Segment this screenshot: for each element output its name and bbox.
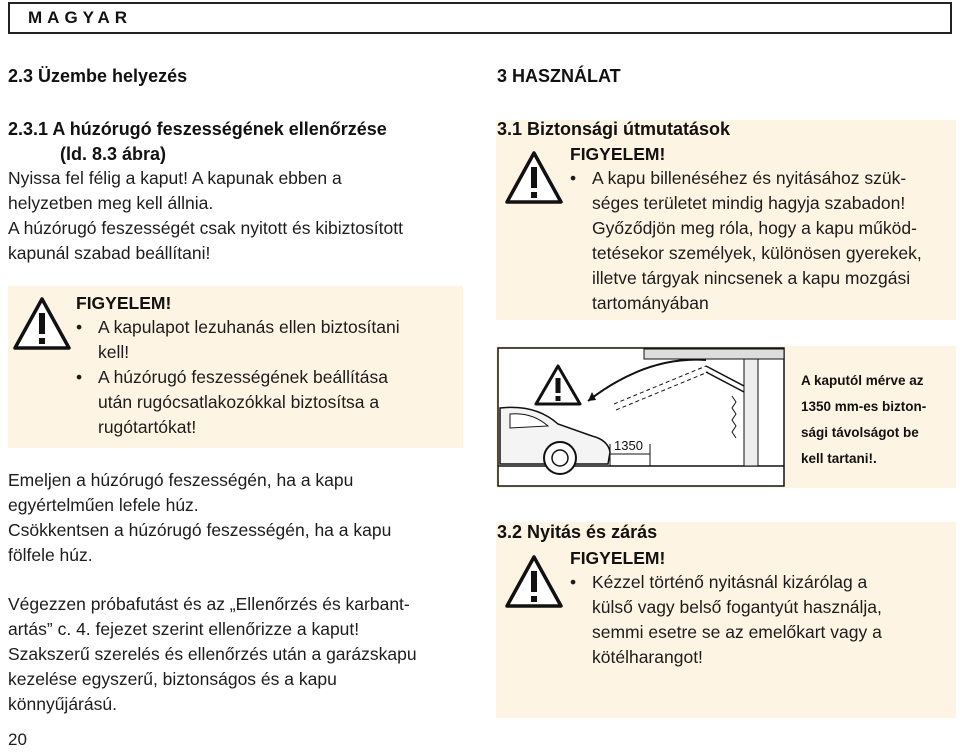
warning-bullet-cont: illetve tárgyak nincsenek a kapu mozgási bbox=[592, 268, 911, 288]
warning-bullet-cont: séges területet mindig hagyja szabadon! bbox=[592, 193, 906, 213]
caption-line: 1350 mm-es bizton- bbox=[801, 399, 927, 414]
warning-bullet: • A kapulapot lezuhanás ellen biztosítani bbox=[76, 317, 400, 337]
warning-title: FIGYELEM! bbox=[570, 548, 666, 568]
section-heading-3-1: 3.1 Biztonsági útmutatások bbox=[497, 119, 731, 139]
adjust-line: fölfele húz. bbox=[8, 545, 93, 565]
adjust-line: Emeljen a húzórugó feszességén, ha a kapu bbox=[8, 470, 354, 490]
dimension-label: 1350 bbox=[614, 438, 643, 453]
adjust-line: egyértelműen lefele húz. bbox=[8, 495, 199, 515]
warning-bullet-cont: semmi esetre se az emelőkart vagy a bbox=[592, 622, 882, 642]
section-heading-3-2: 3.2 Nyitás és zárás bbox=[497, 522, 658, 542]
language-header: MAGYAR bbox=[8, 2, 952, 34]
adjust-line: Csökkentsen a húzórugó feszességén, ha a kapu bbox=[8, 520, 392, 540]
caption-line: A kaputól mérve az bbox=[801, 373, 924, 388]
test-line: Végezzen próbafutást és az „Ellenőrzés és karbant- bbox=[8, 594, 410, 614]
caption-line: sági távolságot be bbox=[801, 425, 919, 440]
warning-title: FIGYELEM! bbox=[76, 293, 172, 313]
intro-paragraph bbox=[8, 166, 403, 266]
warning-triangle-icon bbox=[504, 150, 564, 206]
warning-bullet-cont: kell! bbox=[98, 342, 130, 362]
test-line: kezelése egyszerű, biztonságos és a kapu bbox=[8, 669, 337, 689]
section-heading-3: 3 HASZNÁLAT bbox=[497, 66, 621, 86]
warning-bullet-cont: után rugócsatlakozókkal biztosítsa a bbox=[98, 392, 380, 412]
safety-warning-content bbox=[570, 142, 922, 316]
caption-line: kell tartani!. bbox=[801, 451, 877, 466]
warning-bullet-cont: tetésekor személyek, különösen gyerekek, bbox=[592, 243, 922, 263]
warning-bullet-cont: tartományában bbox=[592, 293, 709, 313]
section-heading-2-3: 2.3 Üzembe helyezés bbox=[8, 66, 188, 86]
intro-line: helyzetben meg kell állnia. bbox=[8, 193, 214, 213]
intro-line: A húzórugó feszességét csak nyitott és kibiztosított bbox=[8, 218, 403, 238]
warning-bullet-cont: Győződjön meg róla, hogy a kapu működ- bbox=[592, 218, 917, 238]
safety-distance-illustration bbox=[496, 346, 786, 488]
warning-bullet: • A kapu billenéséhez és nyitásához szük- bbox=[570, 168, 907, 188]
opening-warning-content bbox=[570, 546, 882, 670]
page-number: 20 bbox=[8, 730, 27, 749]
figure-caption bbox=[801, 368, 926, 472]
subsection-heading-line-1: 2.3.1 A húzórugó feszességének ellenőrzése bbox=[8, 119, 387, 139]
left-warning-content bbox=[76, 291, 400, 440]
test-paragraph bbox=[8, 592, 417, 717]
warning-triangle-icon bbox=[504, 554, 564, 610]
adjust-paragraph bbox=[8, 468, 391, 568]
intro-line: Nyissa fel félig a kaput! A kapunak ebben a bbox=[8, 168, 342, 188]
test-line: artás” c. 4. fejezet szerint ellenőrizze a kaput! bbox=[8, 619, 360, 639]
warning-bullet: • A húzórugó feszességének beállítása bbox=[76, 367, 388, 387]
test-line: könnyűjárású. bbox=[8, 694, 117, 714]
intro-line: kapunál szabad beállítani! bbox=[8, 243, 211, 263]
warning-bullet-cont: kötélharangot! bbox=[592, 647, 703, 667]
warning-bullet-cont: rugótartókat! bbox=[98, 417, 197, 437]
warning-title: FIGYELEM! bbox=[570, 144, 666, 164]
subsection-heading-line-2: (ld. 8.3 ábra) bbox=[60, 144, 167, 164]
warning-bullet-cont: külső vagy belső fogantyút használja, bbox=[592, 597, 882, 617]
warning-bullet: • Kézzel történő nyitásnál kizárólag a bbox=[570, 572, 868, 592]
warning-triangle-icon bbox=[12, 296, 72, 352]
test-line: Szakszerű szerelés és ellenőrzés után a garázskapu bbox=[8, 644, 417, 664]
